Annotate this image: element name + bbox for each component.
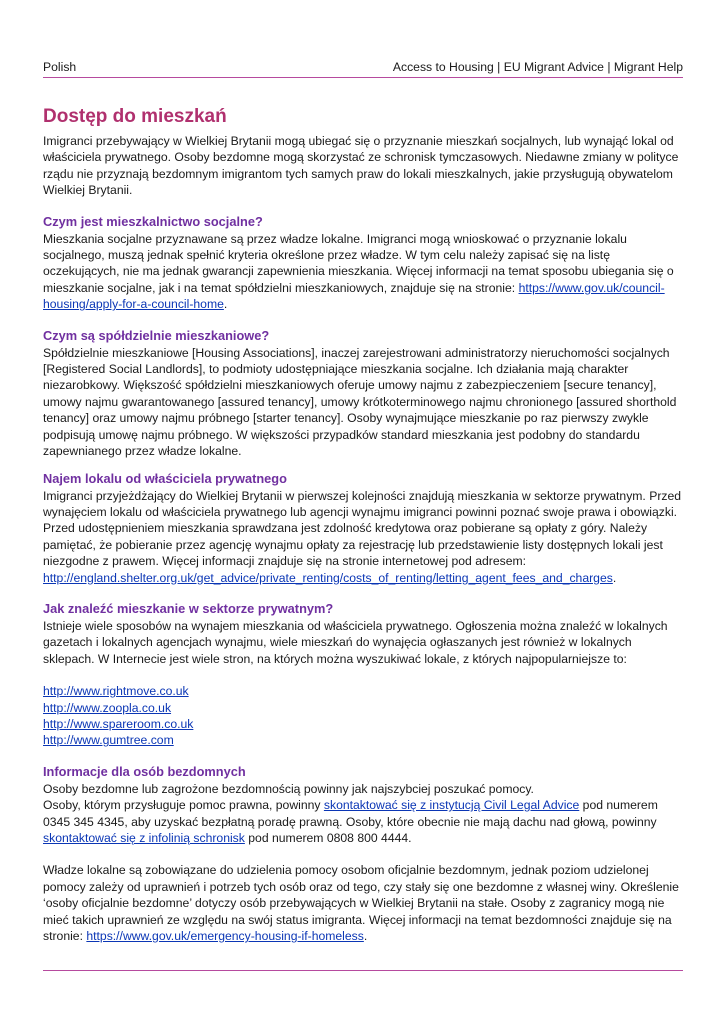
section-text: Imigranci przyjeżdżający do Wielkiej Brytanii w pierwszej kolejności znajdują mieszkania w sektorze prywatnym. Przed wynajęciem lokalu od właściciela prywatnego lub agencji wynajmu imigranci powinni poznać swoje prawa i obowiązki. Przed udostępnieniem mieszkania sprawdzana jest zdolność kredytowa oraz pobierane są opłaty z góry. Należy pamiętać, że pobieranie przez agencję wynajmu opłaty za rejestrację lub przedstawienie listy dostępnych lokali jest niezgodne z prawem. Więcej informacji znajduje się na stronie internetowej pod adresem: http://england.shelter.org.uk/get_advice/private_renting/costs_of_renting/letting_agent_fees_and_charges. [43,488,682,585]
homeless-paragraph-2: Osoby, którym przysługuje pomoc prawna, powinny skontaktować się z instytucją Civil Legal Advice pod numerem 0345 345 4345, aby uzyskać bezpłatną poradę prawną. Osoby, które obecnie nie mają dachu nad głową, powinny skontaktować się z infolinią schronisk pod numerem 0808 800 4444. [43,798,658,845]
civil-legal-advice-link[interactable]: skontaktować się z instytucją Civil Legal Advice [323,798,580,813]
section-heading: Najem lokalu od właściciela prywatnego [43,470,287,486]
footer-divider [43,970,683,971]
page-title: Dostęp do mieszkań [43,106,227,127]
section-text: Spółdzielnie mieszkaniowe [Housing Associations], inaczej zarejestrowani administratorzy nieruchomości socjalnych [Registered Social Landlords], to podmioty udostępniające mieszkania socjalne. Ich działania mają charakter niezarobkowy. Większość spółdzielni mieszkaniowych oferuje umowy najmu z zabezpieczeniem [secure tenancy], umowy najmu gwarantowanego [assured tenancy], umowy krótkoterminowego najmu chronionego [assured shorthold tenancy] oraz umowy najmu próbnego [starter tenancy]. Osoby wynajmujące mieszkanie po raz pierwszy zwykle podpisują umowę najmu próbnego. W większości przypadków standard mieszkania jest podobny do standardu zapewnianego przez władze lokalne. [43,345,677,459]
section-heading: Informacje dla osób bezdomnych [43,763,246,779]
gumtree-link[interactable]: http://www.gumtree.com [43,733,174,748]
intro-paragraph: Imigranci przebywający w Wielkiej Brytanii mogą ubiegać się o przyznanie mieszkań socjalnych, lub wynająć lokal od właściciela prywatnego. Osoby bezdomne mogą skorzystać ze schronisk tymczasowych. Niedawne zmiany w polityce rządu nie przyznają bezdomnym imigrantom tych samych praw do lokali mieszkalnych, jakie przysługują obywatelom Wielkiej Brytanii. [43,134,679,198]
council-housing-link[interactable]: https://www.gov.uk/council-housing/apply-for-a-council-home [43,280,665,312]
section-find-private [43,600,683,749]
emergency-housing-link[interactable]: https://www.gov.uk/emergency-housing-if-homeless [86,929,364,944]
homeless-line1: Osoby bezdomne lub zagrożone bezdomnością powinny jak najszybciej poszukać pomocy. [43,781,534,796]
rightmove-link[interactable]: http://www.rightmove.co.uk [43,684,189,699]
zoopla-link[interactable]: http://www.zoopla.co.uk [43,700,172,715]
header-language: Polish [43,60,77,74]
section-text: Mieszkania socjalne przyznawane są przez władze lokalne. Imigranci mogą wnioskować o przyznanie lokalu socjalnego, muszą jednak spełnić kryteria określone przez władze. W tym celu należy zapisać się na listę oczekujących, nie ma jednak gwarancji zapewnienia mieszkania. Więcej informacji na temat sposobu ubiegania się o mieszkanie socjalne, jak i na temat spółdzielni mieszkaniowych, znajduje się na stronie: https://www.gov.uk/council-housing/apply-for-a-council-home. [43,231,674,312]
shelter-link[interactable]: http://england.shelter.org.uk/get_advice/private_renting/costs_of_renting/letting_agent_fees_and_charges [43,570,613,585]
section-heading: Czym są spółdzielnie mieszkaniowe? [43,327,270,343]
page-header [43,60,683,74]
section-housing-associations [43,327,683,460]
section-social-housing [43,213,683,313]
section-private-landlord [43,470,683,586]
section-homeless [43,763,683,945]
section-heading: Jak znaleźć mieszkanie w sektorze prywatnym? [43,600,334,616]
header-divider [43,77,683,78]
shelter-helpline-link[interactable]: skontaktować się z infolinią schronisk [43,831,245,845]
section-heading: Czym jest mieszkalnictwo socjalne? [43,213,263,229]
website-link-list [43,683,683,749]
homeless-paragraph-3: Władze lokalne są zobowiązane do udzielenia pomocy osobom oficjalnie bezdomnym, jednak poziom udzielonej pomocy zależy od uprawnień i potrzeb tych osób oraz od tego, czy stały się one bezdomne z własnej winy. Określenie ‘osoby oficjalnie bezdomne’ dotyczy osób przebywających w Wielkiej Brytanii na stałe. Osoby z zagranicy mogą nie mieć takich uprawnień ze względu na swój status imigranta. Więcej informacji na temat bezdomności znajduje się na stronie: https://www.gov.uk/emergency-housing-if-homeless. [43,863,679,944]
spareroom-link[interactable]: http://www.spareroom.co.uk [43,716,194,731]
header-breadcrumb: Access to Housing | EU Migrant Advice | Migrant Help [392,60,683,74]
document-content [43,105,683,944]
section-text: Istnieje wiele sposobów na wynajem mieszkania od właściciela prywatnego. Ogłoszenia można znaleźć w lokalnych gazetach i lokalnych agencjach wynajmu, wiele mieszkań do wynajęcia ogłaszanych jest również w lokalnych sklepach. W Internecie jest wiele stron, na których można wyszukiwać lokale, z których najpopularniejsze to: [43,618,668,666]
